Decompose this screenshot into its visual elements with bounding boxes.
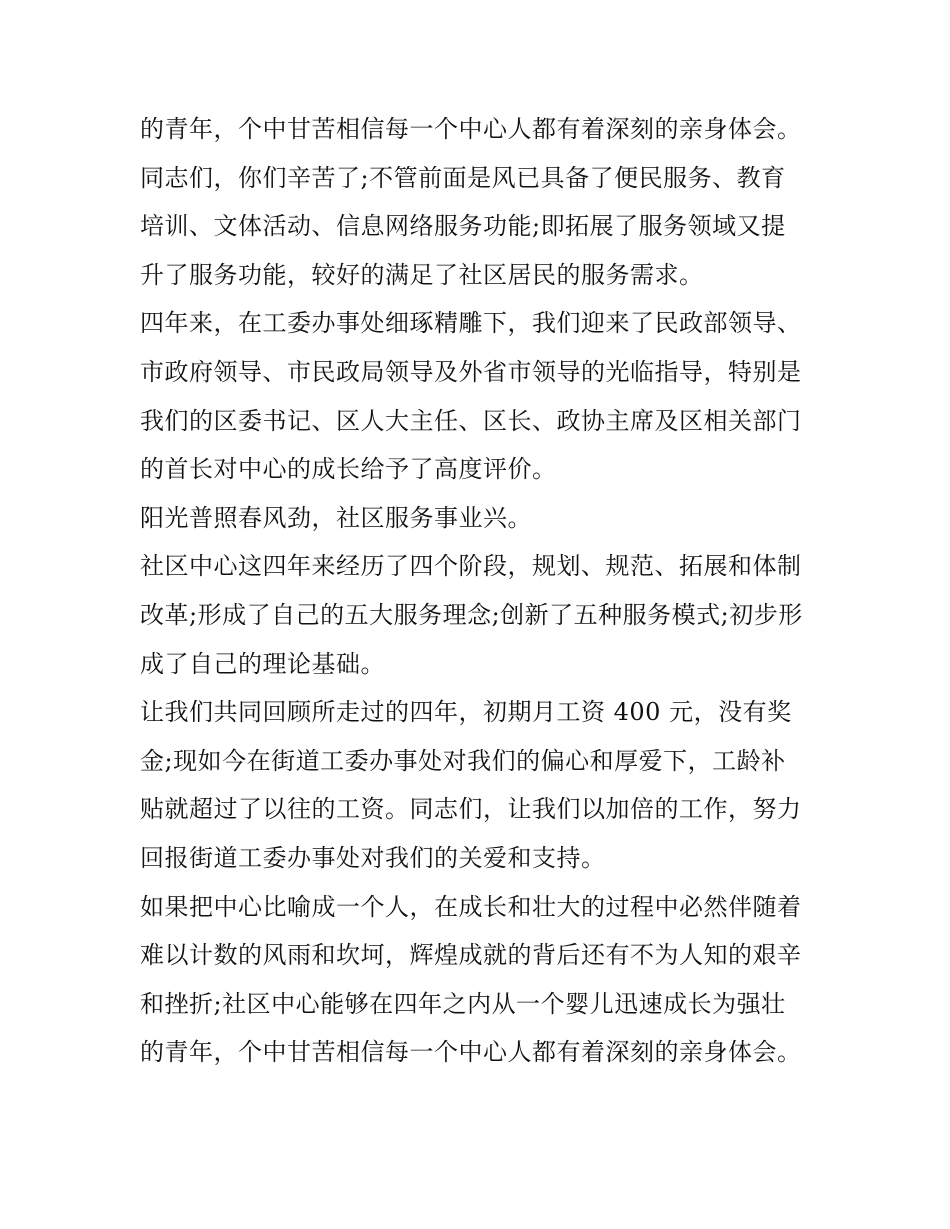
text-line: 成了自己的理论基础。 — [140, 649, 385, 678]
text-line: 的首长对中心的成长给予了高度评价。 — [140, 455, 557, 484]
text-line: 贴就超过了以往的工资。同志们，让我们以加倍的工作，努力 — [140, 795, 802, 824]
text-line: 四年来，在工委办事处细琢精雕下，我们迎来了民政部领导、 — [140, 309, 802, 338]
text-line: 的青年，个中甘苦相信每一个中心人都有着深刻的亲身体会。 — [140, 1038, 802, 1067]
body-text — [140, 105, 820, 1077]
text-line: 的青年，个中甘苦相信每一个中心人都有着深刻的亲身体会。 — [140, 115, 802, 143]
text-line: 改革;形成了自己的五大服务理念;创新了五种服务模式;初步形 — [140, 600, 803, 629]
text-line: 我们的区委书记、区人大主任、区长、政协主席及区相关部门 — [140, 406, 802, 435]
text-line: 市政府领导、市民政局领导及外省市领导的光临指导，特别是 — [140, 357, 802, 386]
text-line: 升了服务功能，较好的满足了社区居民的服务需求。 — [140, 260, 704, 289]
text-line: 金;现如今在街道工委办事处对我们的偏心和厚爱下，工龄补 — [140, 746, 786, 775]
text-line: 社区中心这四年来经历了四个阶段，规划、规范、拓展和体制 — [140, 552, 802, 581]
text-line: 阳光普照春风劲，社区服务事业兴。 — [140, 503, 532, 532]
text-line: 和挫折;社区中心能够在四年之内从一个婴儿迅速成长为强壮 — [140, 989, 786, 1018]
text-line: 回报街道工委办事处对我们的关爱和支持。 — [140, 843, 606, 872]
text-line: 难以计数的风雨和坎坷，辉煌成就的背后还有不为人知的艰辛 — [140, 941, 802, 970]
text-line: 同志们，你们辛苦了;不管前面是风已具备了便民服务、教育 — [140, 163, 786, 192]
text-line: 培训、文体活动、信息网络服务功能;即拓展了服务领域又提 — [140, 212, 786, 241]
text-line: 让我们共同回顾所走过的四年，初期月工资 400 元，没有奖 — [140, 698, 792, 727]
text-line: 如果把中心比喻成一个人，在成长和壮大的过程中必然伴随着 — [140, 892, 802, 921]
